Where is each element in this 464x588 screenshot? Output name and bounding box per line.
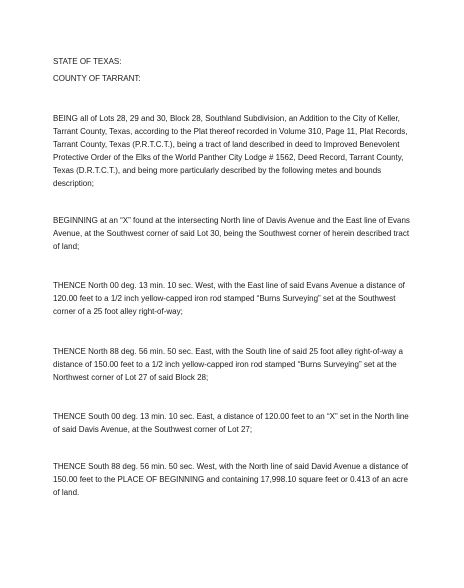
paragraph-beginning: BEGINNING at an “X” found at the intersecting North line of Davis Avenue and the East line of Evans Avenue, at the Southwest corner of said Lot 30, being the Southwest corner of herein described tract of land; xyxy=(53,216,410,251)
paragraph-thence-north-west: THENCE North 00 deg. 13 min. 10 sec. West, with the East line of said Evans Avenue a distance of 120.00 feet to a 1/2 inch yellow-capped iron rod stamped “Burns Surveying” set at the Southwest corner of a 25 foot alley right-of-way; xyxy=(53,281,405,316)
paragraph-thence-south-east: THENCE South 00 deg. 13 min. 10 sec. East, a distance of 120.00 feet to an “X” set in the North line of said Davis Avenue, at the Southwest corner of Lot 27; xyxy=(53,412,409,434)
heading-county: COUNTY OF TARRANT: xyxy=(53,74,141,83)
paragraph-being: BEING all of Lots 28, 29 and 30, Block 28, Southland Subdivision, an Addition to the City of Keller, Tarrant County, Texas, according to the Plat thereof recorded in Volume 310, Page 11, Plat Records, Tarrant County, Texas (P.R.T.C.T.), being a tract of land described in deed to Improved Benevolent Protective Order of the Elks of the World Panther City Lodge # 1562, Deed Record, Tarrant County, Texas (D.R.T.C.T.), and being more particularly described by the following metes and bounds description; xyxy=(53,114,408,188)
paragraph-thence-south-west: THENCE South 88 deg. 56 min. 50 sec. West, with the North line of said David Avenue a distance of 150.00 feet to the PLACE OF BEGINNING and containing 17,998.10 square feet or 0.413 of an acre of land. xyxy=(53,462,409,497)
heading-state: STATE OF TEXAS: xyxy=(53,57,122,66)
paragraph-thence-north-east: THENCE North 88 deg. 56 min. 50 sec. East, with the South line of said 25 foot alley right-of-way a distance of 150.00 feet to a 1/2 inch yellow-capped iron rod stamped “Burns Surveying” set at the Northwest corner of Lot 27 of said Block 28; xyxy=(53,347,403,382)
